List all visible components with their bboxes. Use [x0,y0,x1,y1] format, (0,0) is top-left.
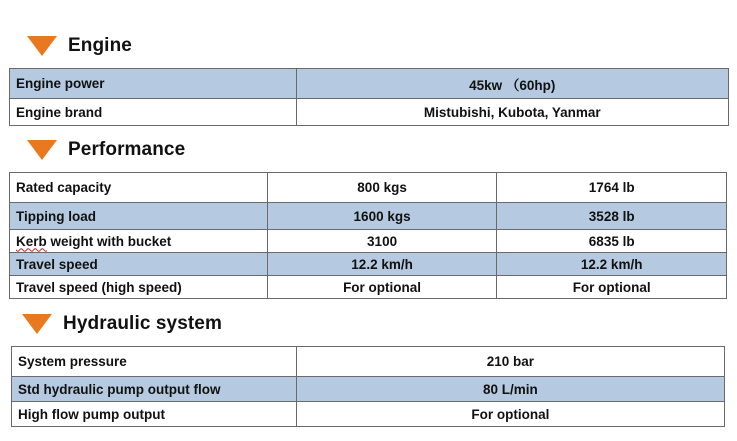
kerb-weight-imperial: 6835 lb [497,230,727,253]
performance-table [9,172,727,299]
system-pressure-value: 210 bar [296,347,724,377]
travel-speed-high-label: Travel speed (high speed) [10,276,268,299]
pump-output-flow-value: 80 L/min [296,377,724,402]
performance-section-header [26,135,185,165]
table-row [10,69,729,99]
table-row [10,203,727,230]
table-row [10,253,727,276]
triangle-bullet-icon [26,35,58,57]
engine-brand-label: Engine brand [10,99,297,126]
performance-section-title: Performance [68,139,186,160]
table-row [10,99,729,126]
high-flow-pump-label: High flow pump output [12,402,297,427]
travel-speed-high-imperial: For optional [497,276,727,299]
hydraulic-table [11,346,725,427]
engine-section-title: Engine [68,35,132,56]
high-flow-pump-value: For optional [296,402,724,427]
rated-capacity-label: Rated capacity [10,173,268,203]
table-row [10,276,727,299]
engine-table [9,68,729,126]
table-row [10,173,727,203]
triangle-bullet-icon [21,313,53,335]
travel-speed-metric: 12.2 km/h [267,253,497,276]
tipping-load-metric: 1600 kgs [267,203,497,230]
kerb-weight-label-rest: weight with bucket [46,233,172,249]
kerb-word: Kerb [16,233,47,249]
triangle-bullet-icon [26,139,58,161]
tipping-load-imperial: 3528 lb [497,203,727,230]
travel-speed-label: Travel speed [10,253,268,276]
table-row [12,402,725,427]
kerb-weight-label [10,230,268,253]
tipping-load-label: Tipping load [10,203,268,230]
pump-output-flow-label: Std hydraulic pump output flow [12,377,297,402]
engine-power-value: 45kw （60hp) [296,69,728,99]
travel-speed-high-metric: For optional [267,276,497,299]
table-row [12,347,725,377]
rated-capacity-imperial: 1764 lb [497,173,727,203]
engine-section-header [26,31,132,61]
engine-power-label: Engine power [10,69,297,99]
engine-brand-value: Mistubishi, Kubota, Yanmar [296,99,728,126]
travel-speed-imperial: 12.2 km/h [497,253,727,276]
system-pressure-label: System pressure [12,347,297,377]
hydraulic-section-header [21,309,222,339]
kerb-weight-metric: 3100 [267,230,497,253]
hydraulic-section-title: Hydraulic system [63,313,222,334]
rated-capacity-metric: 800 kgs [267,173,497,203]
table-row [12,377,725,402]
table-row [10,230,727,253]
